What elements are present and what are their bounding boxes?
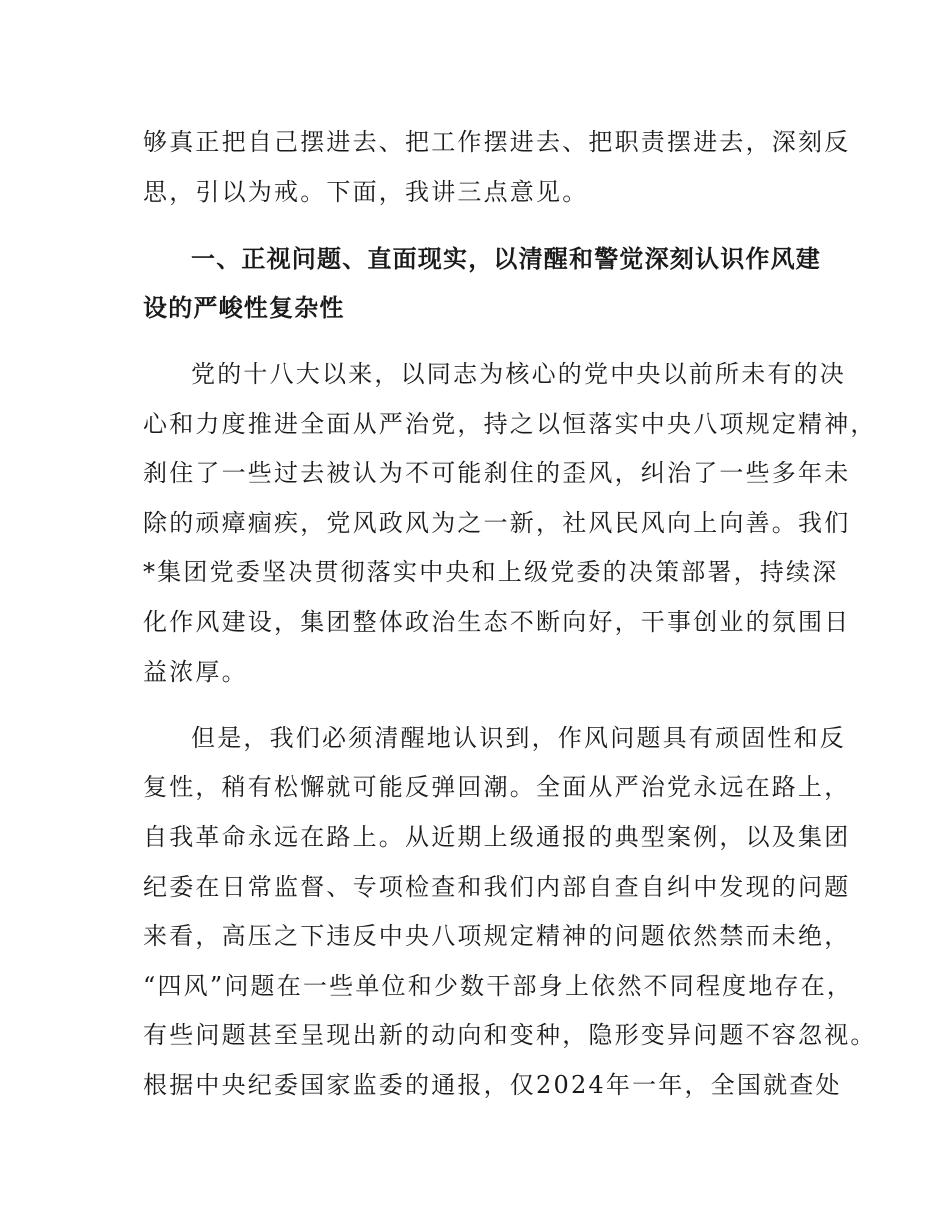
para1-line-5: *集团党委坚决贯彻落实中央和上级党委的决策部署，持续深 (143, 558, 839, 586)
para1-line-2: 心和力度推进全面从严治党，持之以恒落实中央八项规定精神， (143, 410, 877, 438)
para2-line-7: 有些问题甚至呈现出新的动向和变种，隐形变异问题不容忽视。 (143, 1021, 877, 1049)
section-heading-line-1: 一、正视问题、直面现实，以清醒和警觉深刻认识作风建 (191, 245, 821, 273)
para2-line-3: 自我革命永远在路上。从近期上级通报的典型案例，以及集团 (143, 823, 851, 851)
intro-line-2: 思，引以为戒。下面，我讲三点意见。 (143, 178, 589, 206)
para2-line-8: 根据中央纪委国家监委的通报，仅2024年一年，全国就查处 (143, 1071, 842, 1099)
para1-line-3: 刹住了一些过去被认为不可能刹住的歪风，纠治了一些多年未 (143, 459, 851, 487)
para2-line-1: 但是，我们必须清醒地认识到，作风问题具有顽固性和反 (191, 724, 846, 752)
para2-line-4: 纪委在日常监督、专项检查和我们内部自查自纠中发现的问题 (143, 873, 851, 901)
para2-line-5: 来看，高压之下违反中央八项规定精神的问题依然禁而未绝， (143, 922, 851, 950)
para1-line-1: 党的十八大以来，以同志为核心的党中央以前所未有的决 (191, 360, 846, 388)
para1-line-4: 除的顽瘴痼疾，党风政风为之一新，社风民风向上向善。我们 (143, 509, 851, 537)
para2-line-2: 复性，稍有松懈就可能反弹回潮。全面从严治党永远在路上， (143, 773, 851, 801)
para1-line-7: 益浓厚。 (143, 658, 248, 686)
intro-line-1: 够真正把自己摆进去、把工作摆进去、把职责摆进去，深刻反 (143, 128, 851, 156)
para1-line-6: 化作风建设，集团整体政治生态不断向好，干事创业的氛围日 (143, 608, 851, 636)
section-heading-line-2: 设的严峻性复杂性 (143, 294, 345, 322)
para2-line-6: “四风”问题在一些单位和少数干部身上依然不同程度地存在， (143, 972, 854, 1000)
